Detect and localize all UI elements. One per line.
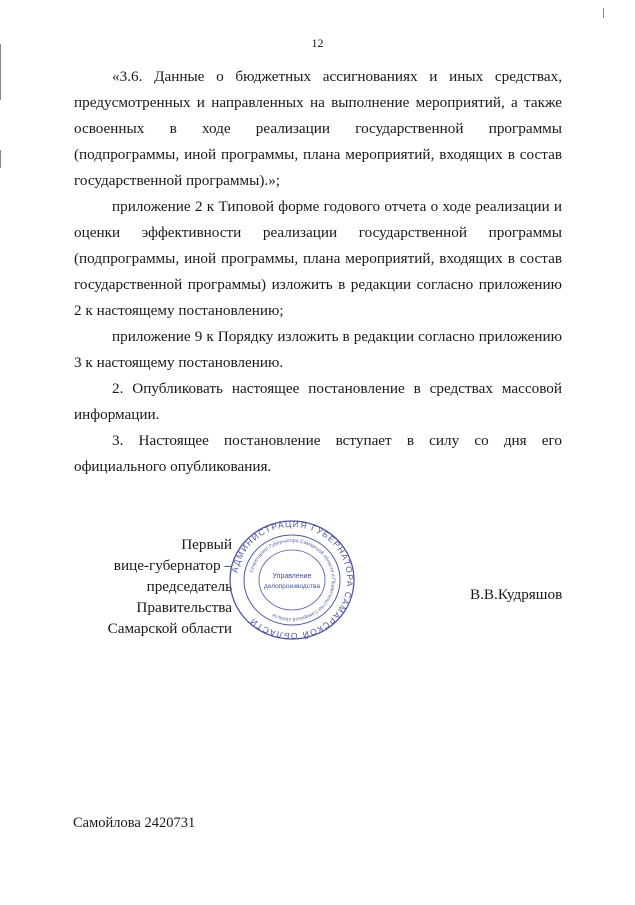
position-line-4: Самарской области [107,620,232,637]
stamp-center-line-1: Управление [272,573,312,580]
stamp-middle-ring [244,535,340,625]
position-line-3: председатель Правительства [136,578,232,616]
stamp-outer-text: АДМИНИСТРАЦИЯ ГУБЕРНАТОРА САМАРСКОЙ ОБЛАСТИ [229,519,356,641]
signer-name: В.В.Кудряшов [470,586,563,603]
margin-mark-top [0,44,1,100]
paragraph-appendix-2: приложение 2 к Типовой форме годового отчета о ходе реализации и оценки эффективности реализации государственной программы (подпрограммы, иной программы, плана мероприятий, входящих в состав государственной программы) изложить в редакции согласно приложению 2 к настоящему постановлению; [74,198,562,319]
margin-mark-mid [0,150,1,168]
official-stamp [227,519,357,641]
position-line-2: вице-губернатор – [113,557,232,574]
page-number: 12 [311,36,324,50]
stamp-inner-ring [259,550,325,610]
signature-position [60,534,232,639]
document-body [74,64,562,480]
corner-mark [603,8,604,18]
stamp-center-line-2: делопроизводства [264,583,320,590]
stamp-inner-text: Секретариат Губернатора Самарской области и Правительства Самарской области [248,537,337,623]
paragraph-appendix-9: приложение 9 к Порядку изложить в редакции согласно приложению 3 к настоящему постановлению. [74,328,562,371]
paragraph-3-6: «3.6. Данные о бюджетных ассигнованиях и иных средствах, предусмотренных и направленных на выполнение мероприятий, а также освоенных в ходе реализации государственной программы (подпрограммы, иной программы, плана мероприятий, входящих в состав государственной программы).»; [74,68,562,189]
paragraph-publish: 2. Опубликовать настоящее постановление в средствах массовой информации. [74,380,562,423]
paragraph-effective: 3. Настоящее постановление вступает в силу со дня его официального опубликования. [74,432,562,475]
position-line-1: Первый [181,536,232,553]
executor-info: Самойлова 2420731 [73,815,196,831]
